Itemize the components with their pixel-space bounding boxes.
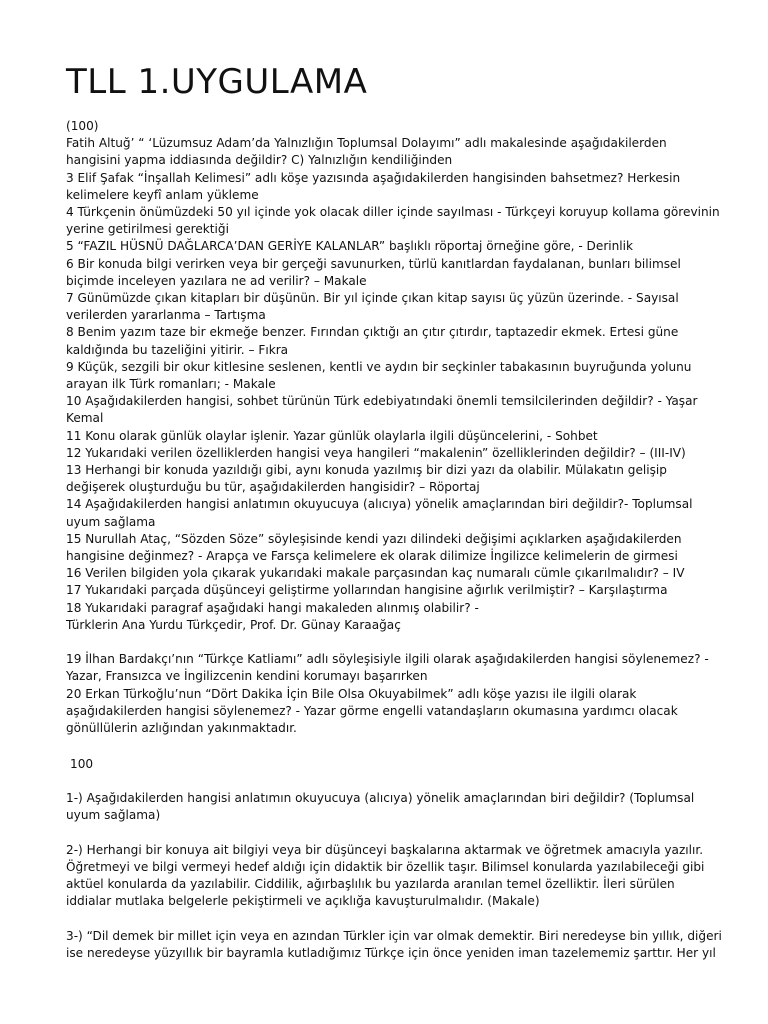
text-line: 10 Aşağıdakilerden hangisi, sohbet türünün Türk edebiyatındaki önemli temsilcilerinden değildir? - Yaşar	[66, 394, 698, 409]
text-line: arayan ilk Türk romanları; - Makale	[66, 377, 276, 392]
text-line: 18 Yukarıdaki paragraf aşağıdaki hangi makaleden alınmış olabilir? -	[66, 600, 479, 615]
text-line: aşağıdakilerden hangisi söylenemez? - Yazar görme engelli vatandaşların okumasına yardımcı olacak	[66, 703, 678, 718]
text-line: Türklerin Ana Yurdu Türkçedir, Prof. Dr. Günay Karaağaç	[66, 617, 401, 632]
text-line: Öğretmeyi ve bilgi vermeyi hedef aldığı için didaktik bir özellik taşır. Bilimsel konularda yazılabileceği gibi	[66, 859, 705, 874]
text-line: 7 Günümüzde çıkan kitapları bir düşünün. Bir yıl içinde çıkan kitap sayısı üç yüzün üzerinde. - Sayısal	[66, 291, 679, 306]
answers-section-2	[66, 790, 722, 962]
document-title: TLL 1.UYGULAMA	[66, 62, 368, 102]
text-line: gönüllülerin azlığından yakınmaktadır.	[66, 721, 297, 736]
text-line: uyum sağlama	[66, 514, 156, 529]
text-line: Kemal	[66, 411, 104, 426]
text-line: 20 Erkan Türkoğlu’nun “Dört Dakika İçin Bile Olsa Okuyabilmek” adlı köşe yazısı ile ilgili olarak	[66, 686, 637, 701]
answers-section-1	[66, 118, 720, 737]
text-line: iddialar mutlaka belgelerle pekiştirmeli ve açıklığa kavuşturulmalıdır. (Makale)	[66, 894, 540, 909]
section-1-score: (100)	[66, 119, 99, 133]
text-line: 3 Elif Şafak “İnşallah Kelimesi” adlı köşe yazısında aşağıdakilerden hangisinden bahsetmez? Herkesin	[66, 170, 681, 185]
text-line: 6 Bir konuda bilgi verirken veya bir gerçeği savunurken, türlü kanıtlardan faydalanan, bunları bilimsel	[66, 256, 681, 271]
text-line: biçimde inceleyen yazılara ne ad verilir? – Makale	[66, 273, 367, 288]
text-line: 8 Benim yazım taze bir ekmeğe benzer. Fırından çıktığı an çıtır çıtırdır, taptazedir ekmek. Ertesi güne	[66, 325, 679, 340]
text-line: 5 “FAZIL HÜSNÜ DAĞLARCA’DAN GERİYE KALANLAR” başlıklı röportaj örneğine göre, - Derinlik	[66, 239, 634, 254]
text-line: 19 İlhan Bardakçı’nın “Türkçe Katliamı” adlı söyleşisiyle ilgili olarak aşağıdakilerden hangisi söylenemez? -	[66, 652, 709, 667]
text-line: Yazar, Fransızca ve İngilizcenin kendini korumayı başarırken	[66, 669, 428, 684]
text-line: değişerek oluşturduğu bu tür, aşağıdakilerden hangisidir? – Röportaj	[66, 480, 480, 495]
text-line: kelimelere keyfî anlam yükleme	[66, 187, 259, 202]
text-line: 17 Yukarıdaki parçada düşünceyi geliştirme yollarından hangisine ağırlık verilmiştir? – Karşılaştırma	[66, 583, 668, 598]
text-line: 3-) “Dil demek bir millet için veya en azından Türkler için var olmak demektir. Biri neredeyse bin yıllık, diğeri	[66, 928, 722, 943]
text-line: uyum sağlama)	[66, 808, 161, 823]
text-line: 15 Nurullah Ataç, “Sözden Söze” söyleşisinde kendi yazı dilindeki değişimi açıklarken aşağıdakilerden	[66, 531, 682, 546]
section-2-score: 100	[70, 757, 94, 771]
text-line: aktüel konularda da yazılabilir. Ciddilik, ağırbaşlılık bu yazılarda aranılan temel özelliktir. İleri sürülen	[66, 877, 675, 891]
text-line: hangisine değinmez? - Arapça ve Farsça kelimelere ek olarak dilimize İngilizce kelimelerin de girmesi	[66, 549, 678, 564]
text-line: 14 Aşağıdakilerden hangisi anlatımın okuyucuya (alıcıya) yönelik amaçlarından biri değildir?- Toplumsal	[66, 497, 693, 512]
text-line: verilerden yararlanma – Tartışma	[66, 308, 266, 323]
text-line: 9 Küçük, sezgili bir okur kitlesine seslenen, kentli ve aydın bir seçkinler tabakasının buyruğunda yolunu	[66, 359, 692, 374]
text-line: 1-) Aşağıdakilerden hangisi anlatımın okuyucuya (alıcıya) yönelik amaçlarından biri değildir? (Toplumsal	[66, 791, 695, 805]
blank-line	[66, 910, 716, 927]
text-line: 13 Herhangi bir konuda yazıldığı gibi, aynı konuda yazılmış bir dizi yazı da olabilir. Mülakatın gelişip	[66, 463, 667, 478]
text-line: Fatih Altuğ’ “ ‘Lüzumsuz Adam’da Yalnızlığın Toplumsal Dolayımı” adlı makalesinde aşağıdakilerden	[66, 136, 667, 151]
text-line: 2-) Herhangi bir konuya ait bilgiyi veya bir düşünceyi başkalarına aktarmak ve öğretmek amacıyla yazılır.	[66, 842, 704, 857]
blank-line	[66, 634, 716, 651]
text-line: 11 Konu olarak günlük olaylar işlenir. Yazar günlük olaylarla ilgili düşüncelerini, - Sohbet	[66, 428, 598, 443]
text-line: hangisini yapma iddiasında değildir? C) Yalnızlığın kendiliğinden	[66, 153, 453, 168]
text-line: 16 Verilen bilgiden yola çıkarak yukarıdaki makale parçasından kaç numaralı cümle çıkarılmalıdır? – IV	[66, 566, 685, 581]
blank-line	[66, 824, 716, 841]
text-line: yerine getirilmesi gerektiği	[66, 222, 229, 237]
text-line: 12 Yukarıdaki verilen özelliklerden hangisi veya hangileri “makalenin” özelliklerinden değildir? – (III-IV)	[66, 445, 686, 460]
text-line: 4 Türkçenin önümüzdeki 50 yıl içinde yok olacak diller içinde sayılması - Türkçeyi koruyup kollama görevinin	[66, 205, 720, 220]
text-line: ise neredeyse yüzyıllık bir bayramla kutladığımız Türkçe için önce yeniden iman tazelememiz şarttır. Her yıl	[66, 945, 716, 960]
text-line: kaldığında bu tazeliğini yitirir. – Fıkra	[66, 342, 289, 357]
